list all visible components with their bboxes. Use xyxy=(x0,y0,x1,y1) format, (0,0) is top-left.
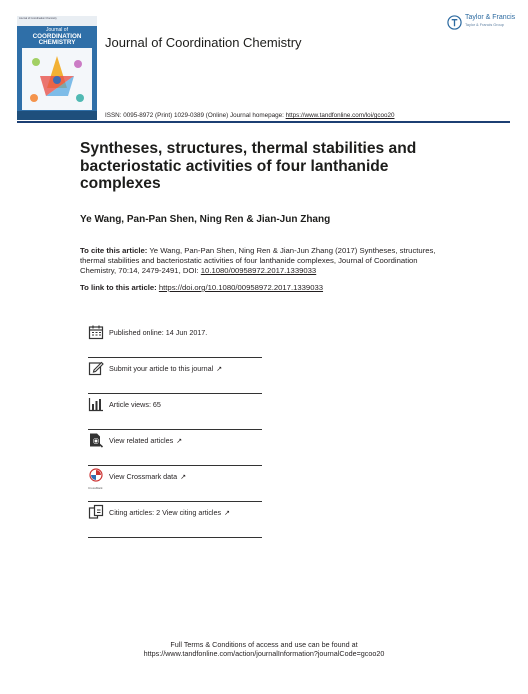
cover-illustration xyxy=(22,48,92,110)
journal-homepage-link[interactable]: https://www.tandfonline.com/loi/gcoo20 xyxy=(285,112,395,119)
article-views-item xyxy=(88,393,262,430)
citation-block xyxy=(80,246,450,277)
submit-article-link[interactable]: Submit your article to this journal ↗ xyxy=(109,364,223,373)
external-link-icon: ↗ xyxy=(224,510,230,517)
journal-cover xyxy=(17,16,97,120)
crossmark-icon xyxy=(88,468,104,484)
footer xyxy=(0,640,528,658)
related-articles-icon xyxy=(88,432,104,448)
citing-articles-link[interactable]: Citing articles: 2 View citing articles ↗ xyxy=(109,508,230,517)
edit-icon xyxy=(88,360,104,376)
article-views: Article views: 65 xyxy=(109,400,161,409)
bar-chart-icon xyxy=(88,396,104,412)
article-authors: Ye Wang, Pan-Pan Shen, Ning Ren & Jian-Jun Zhang xyxy=(80,214,331,225)
cover-header-text: Journal of Coordination Chemistry xyxy=(19,17,57,20)
issn-line xyxy=(105,112,394,119)
crossmark-item[interactable] xyxy=(88,465,262,502)
article-link-label: To link to this article: xyxy=(80,283,159,292)
external-link-icon: ↗ xyxy=(180,474,187,481)
footer-terms-text: Full Terms & Conditions of access and use can be found at xyxy=(170,640,358,649)
citation-label: To cite this article: xyxy=(80,246,148,255)
published-date: Published online: 14 Jun 2017. xyxy=(109,328,208,337)
doi-link[interactable]: 10.1080/00958972.2017.1339033 xyxy=(200,266,317,276)
header-rule xyxy=(17,121,510,123)
journal-name[interactable]: Journal of Coordination Chemistry xyxy=(105,35,302,50)
publisher-logo-icon xyxy=(447,15,462,30)
citing-articles-item[interactable] xyxy=(88,501,262,538)
article-title: Syntheses, structures, thermal stabilities and bacteriostatic activities of four lanthanide complexes xyxy=(80,140,417,192)
article-link-line xyxy=(80,283,323,292)
related-articles-link[interactable]: View related articles ↗ xyxy=(109,436,183,445)
crossmark-link[interactable]: View Crossmark data ↗ xyxy=(109,472,187,481)
footer-terms-link[interactable]: https://www.tandfonline.com/action/journalInformation?journalCode=gcoo20 xyxy=(143,649,385,659)
publisher-logo[interactable] xyxy=(447,13,523,33)
citing-articles-icon xyxy=(88,504,104,520)
calendar-icon xyxy=(88,324,104,340)
related-articles-item[interactable] xyxy=(88,429,262,466)
issn-text: ISSN: 0095-8972 (Print) 1029-0389 (Online) Journal homepage: xyxy=(105,112,286,119)
article-link[interactable]: https://doi.org/10.1080/00958972.2017.1339033 xyxy=(158,283,324,292)
submit-article-item[interactable] xyxy=(88,357,262,394)
crossmark-badge-text: CrossMark xyxy=(88,486,103,490)
published-date-item xyxy=(88,321,262,358)
cover-title: Journal of COORDINATION CHEMISTRY xyxy=(32,27,82,47)
publisher-subtitle: Taylor & Francis Group xyxy=(465,23,504,27)
external-link-icon: ↗ xyxy=(176,438,183,445)
citation-text: Ye Wang, Pan-Pan Shen, Ning Ren & Jian-Jun Zhang (2017) Syntheses, structures, thermal stabilities and bacteriostatic activities of four lanthanide complexes, Journal of Coordination Chemistry, 70:14, 2479-2491, DOI: xyxy=(80,246,436,276)
external-link-icon: ↗ xyxy=(216,366,223,373)
publisher-name: Taylor & Francis xyxy=(465,14,516,21)
